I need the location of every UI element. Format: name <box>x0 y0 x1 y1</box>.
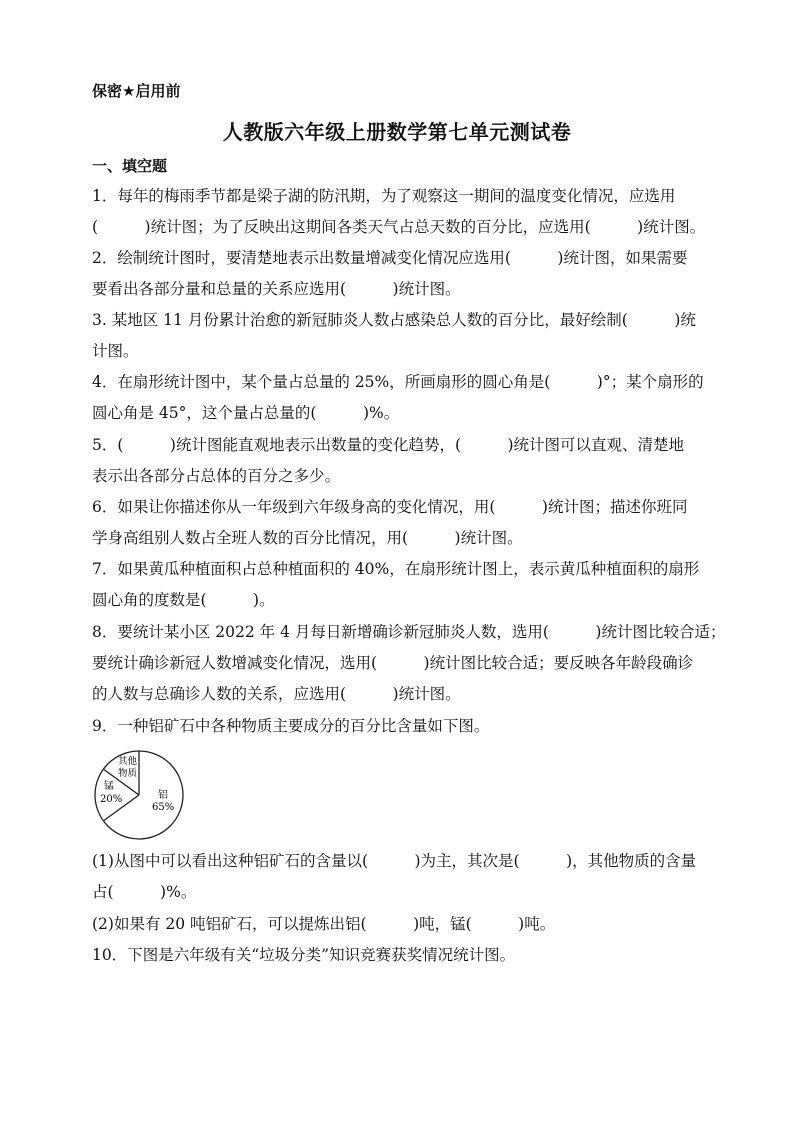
question-7-line-2: 圆心角的度数是( )。 <box>92 591 275 609</box>
question-2-line-1: 2．绘制统计图时，要清楚地表示出数量增减变化情况应选用( )统计图，如果需要 <box>92 249 688 267</box>
pie-chart <box>92 748 188 844</box>
question-1-line-1: 1．每年的梅雨季节都是梁子湖的防汛期，为了观察这一期间的温度变化情况，应选用 <box>92 187 676 205</box>
pie-value-manganese: 20% <box>100 794 123 805</box>
question-5-line-2: 表示出各部分占总体的百分之多少。 <box>92 467 341 485</box>
question-9-part-1-line-1: (1)从图中可以看出这种铝矿石的含量以( )为主，其次是( )，其他物质的含量 <box>92 852 697 870</box>
question-4-line-1: 4．在扇形统计图中，某个量占总量的 25%，所画扇形的圆心角是( )°；某个扇形的 <box>92 373 704 391</box>
question-1-line-2: ( )统计图；为了反映出这期间各类天气占总天数的百分比，应选用( )统计图。 <box>92 218 706 236</box>
question-3-line-2: 计图。 <box>92 342 139 360</box>
question-9-part-2: (2)如果有 20 吨铝矿石，可以提炼出铝( )吨，锰( )吨。 <box>92 915 556 933</box>
pie-value-aluminum: 65% <box>152 802 175 813</box>
question-8-line-1: 8．要统计某小区 2022 年 4 月每日新增确诊新冠肺炎人数，选用( )统计图比较合适； <box>92 623 726 641</box>
question-4-line-2: 圆心角是 45°，这个量占总量的( )%。 <box>92 404 400 422</box>
pie-label-other-line-1: 其他 <box>118 756 138 767</box>
question-7-line-1: 7．如果黄瓜种植面积占总种植面积的 40%，在扇形统计图上，表示黄瓜种植面积的扇形 <box>92 560 700 578</box>
question-6-line-1: 6．如果让你描述你从一年级到六年级身高的变化情况，用( )统计图；描述你班同 <box>92 498 688 516</box>
section-heading: 一、填空题 <box>92 157 168 175</box>
question-8-line-3: 的人数与总确诊人数的关系，应选用( )统计图。 <box>92 685 461 703</box>
question-9-stem: 9．一种铝矿石中各种物质主要成分的百分比含量如下图。 <box>92 717 490 735</box>
page-title: 人教版六年级上册数学第七单元测试卷 <box>222 120 572 144</box>
secret-label: 保密★启用前 <box>92 82 181 100</box>
pie-label-aluminum: 铝 <box>158 790 168 801</box>
question-9-part-1-line-2: 占( )%。 <box>92 883 197 901</box>
question-6-line-2: 学身高组别人数占全班人数的百分比情况，用( )统计图。 <box>92 529 523 547</box>
question-5-line-1: 5．( )统计图能直观地表示出数量的变化趋势，( )统计图可以直观、清楚地 <box>92 436 685 454</box>
pie-label-other-line-2: 物质 <box>118 768 138 779</box>
question-3-line-1: 3. 某地区 11 月份累计治愈的新冠肺炎人数占感染总人数的百分比，最好绘制( )统 <box>92 311 696 329</box>
question-10-stem: 10．下图是六年级有关“垃圾分类”知识竞赛获奖情况统计图。 <box>92 946 516 964</box>
pie-label-manganese: 锰 <box>104 781 114 792</box>
question-8-line-2: 要统计确诊新冠人数增减变化情况，选用( )统计图比较合适；要反映各年龄段确诊 <box>92 654 694 672</box>
question-2-line-2: 要看出各部分量和总量的关系应选用( )统计图。 <box>92 280 461 298</box>
